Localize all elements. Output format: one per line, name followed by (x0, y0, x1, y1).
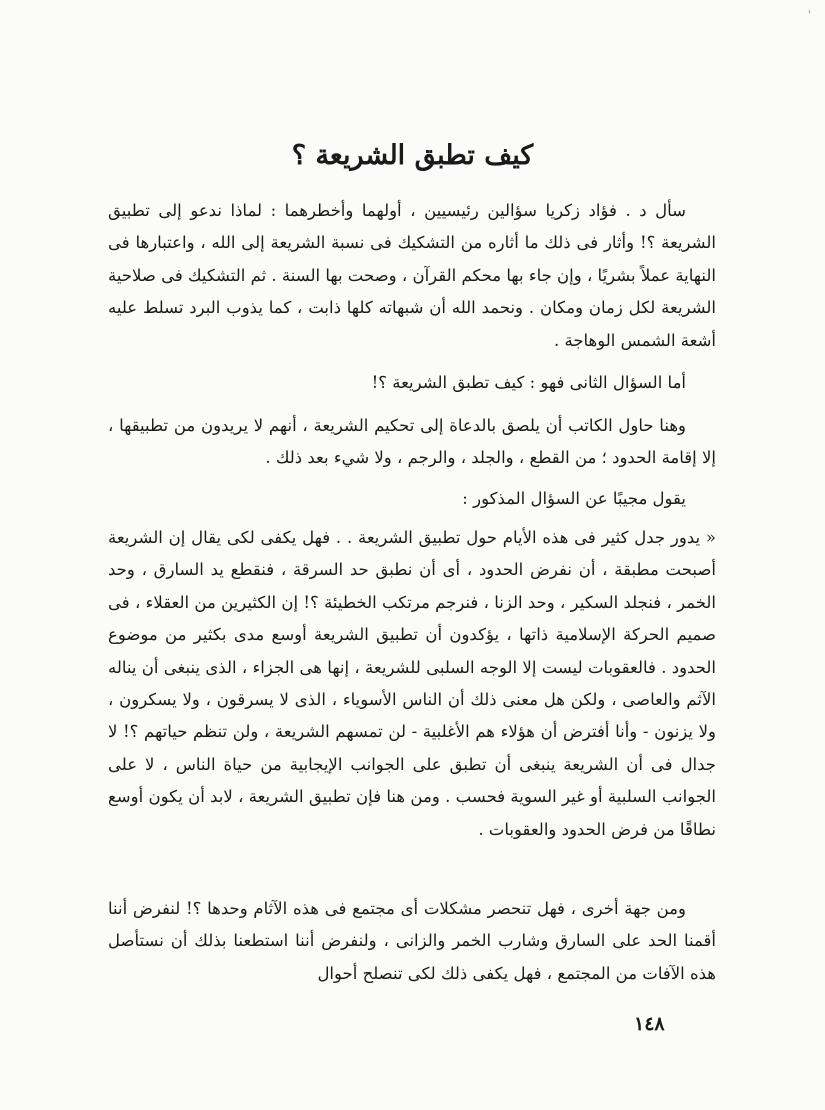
paragraph-block (108, 893, 716, 990)
paragraph: ومن جهة أخرى ، فهل تنحصر مشكلات أى مجتمع فى هذه الآثام وحدها ؟! لنفرض أننا أقمنا الحد على السارق وشارب الخمر والزانى ، ولنفرض أننا استطعنا بذلك أن نستأصل هذه الآفات من المجتمع ، فهل يكفى ذلك لكى تنصلح أحوال (108, 899, 716, 983)
paragraph-block (108, 483, 716, 515)
paragraph-block (108, 410, 716, 475)
paragraph-block (108, 195, 716, 357)
quoted-paragraph: « يدور جدل كثير فى هذه الأيام حول تطبيق الشريعة . . فهل يكفى لكى يقال إن الشريعة أصبحت مطبقة ، أن نفرض الحدود ، أى أن نطبق حد السرقة ، فنقطع يد السارق ، وحد الخمر ، فنجلد السكير ، وحد الزنا ، فنرجم مرتكب الخطيئة ؟! إن الكثيرين من العقلاء ، فى صميم الحركة الإسلامية ذاتها ، يؤكدون أن تطبيق الشريعة أوسع مدى بكثير من موضوع الحدود . فالعقوبات ليست إلا الوجه السلبى للشريعة ، إنها هى الجزاء ، الذى ينبغى أن يناله الآثم والعاصى ، ولكن هل معنى ذلك أن الناس الأسوياء ، الذى لا يسرقون ، ولا يسكرون ، ولا يزنون - وأنا أفترض أن هؤلاء هم الأغلبية - لن تمسهم الشريعة ، ولن تنظم حياتهم ؟! لا جدال فى أن الشريعة ينبغى أن تطبق على الجوانب الإيجابية من حياة الناس ، لا على الجوانب السلبية أو غير السوية فحسب . ومن هنا فإن تطبيق الشريعة ، لابد أن يكون أوسع نطاقًا من فرض الحدود والعقوبات . (108, 528, 716, 839)
page-number: ١٤٨ (634, 1013, 665, 1035)
paragraph: يقول مجيبًا عن السؤال المذكور : (462, 489, 686, 508)
paragraph: أما السؤال الثانى فهو : كيف تطبق الشريعة ؟! (371, 373, 686, 392)
corner-mark: ' (807, 8, 811, 22)
quote-block (108, 522, 716, 846)
paragraph: وهنا حاول الكاتب أن يلصق بالدعاة إلى تحكيم الشريعة ، أنهم لا يريدون من تطبيقها ، إلا إقامة الحدود ؛ من القطع ، والجلد ، والرجم ، ولا شيء بعد ذلك . (108, 416, 716, 468)
paragraph: سأل د . فؤاد زكريا سؤالين رئيسيين ، أولهما وأخطرهما : لماذا ندعو إلى تطبيق الشريعة ؟! وأثار فى ذلك ما أثاره من التشكيك فى نسبة الشريعة إلى الله ، واعتبارها فى النهاية عملاً بشريًا ، وإن جاء بها محكم القرآن ، وصحت بها السنة . ثم التشكيك فى صلاحية الشريعة لكل زمان ومكان . ونحمد الله أن شبهاته كلها ذابت ، كما يذوب البرد تسلط عليه أشعة الشمس الوهاجة . (108, 201, 716, 350)
page-title: كيف تطبق الشريعة ؟ (291, 140, 534, 171)
paragraph-block (108, 367, 716, 399)
